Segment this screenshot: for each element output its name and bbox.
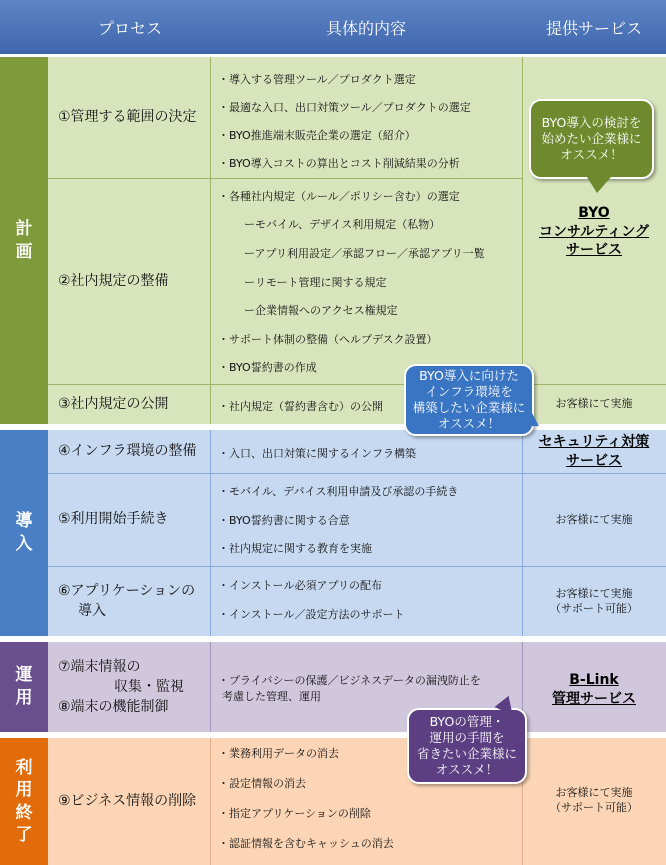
list-item: ・インストール／設定方法のサポート: [218, 608, 405, 621]
list-item: ・最適な入口、出口対策ツール／プロダクトの選定: [218, 101, 471, 114]
header-process: プロセス: [97, 18, 162, 38]
process-infra: ④インフラ環境の整備: [58, 443, 197, 460]
process-publish: ③社内規定の公開: [58, 395, 169, 412]
list-item: ーリモート管理に関する規定: [244, 276, 387, 289]
list-item: ・社内規定に関する教育を実施: [218, 542, 372, 555]
service-publish: お客様にて実施: [555, 397, 633, 411]
phase-intro: 導 入: [0, 430, 48, 636]
consulting-service[interactable]: BYO コンサルティング サービス: [539, 204, 649, 259]
details-apps: [210, 566, 522, 636]
list-item: ・各種社内規定（ルール／ポリシー含む）の選定: [218, 190, 460, 203]
details-rules: [210, 178, 522, 384]
process-rules: ②社内規定の整備: [58, 272, 169, 289]
list-item: ーアプリ利用設定／承認フロー／承認アプリ一覧: [244, 247, 485, 260]
phase-end: 利 用 終 了: [0, 738, 48, 865]
callout-consulting: BYO導入の検討を 始めたい企業様に オススメ！: [529, 99, 654, 179]
list-item: ・認証情報を含むキャッシュの消去: [218, 837, 394, 850]
list-item: ・入口、出口対策に関するインフラ構築: [218, 447, 416, 460]
callout-security: BYO導入に向けた インフラ環境を 構築したい企業様に オススメ！: [404, 364, 534, 436]
security-service[interactable]: セキュリティ対策 サービス: [538, 434, 650, 469]
list-item: ・プライバシーの保護／ビジネスデータの漏洩防止を: [218, 674, 481, 687]
phase-ops: 運 用: [0, 642, 48, 732]
header-service: 提供サービス: [545, 18, 642, 38]
process-scope: ①管理する範囲の決定: [58, 109, 197, 126]
list-item: ・導入する管理ツール／プロダクト選定: [218, 73, 416, 86]
process-start: ⑤利用開始手続き: [58, 511, 169, 528]
details-scope: [210, 57, 522, 178]
list-item: ・BYO推進端末販売企業の選定（紹介）: [218, 129, 416, 142]
blink-service[interactable]: B-Link 管理サービス: [552, 672, 636, 707]
process-ops: ⑦端末情報の 収集・監視 ⑧端末の機能制御: [58, 658, 184, 716]
details-start: [210, 473, 522, 566]
process-apps: ⑥アプリケーションの 導入: [58, 582, 196, 619]
list-item: ・BYO誓約書に関する合意: [218, 514, 350, 527]
list-item: ・サポート体制の整備（ヘルプデスク設置）: [218, 333, 438, 346]
callout-blink: BYOの管理・ 運用の手間を 省きたい企業様に オススメ！: [407, 708, 527, 784]
list-item: ・業務利用データの消去: [218, 747, 339, 760]
list-item: ・インストール必須アプリの配布: [218, 579, 383, 592]
phase-plan: 計 画: [0, 57, 48, 424]
list-item: ・BYO導入コストの算出とコスト削減結果の分析: [218, 157, 460, 170]
service-delete: お客様にて実施 （サポート可能）: [550, 785, 638, 814]
list-item: ・指定アプリケーションの削除: [218, 807, 371, 820]
service-apps: お客様にて実施 （サポート可能）: [550, 586, 638, 615]
list-item: 考慮した管理、運用: [222, 690, 321, 703]
service-start: お客様にて実施: [555, 512, 633, 526]
process-delete: ⑨ビジネス情報の削除: [58, 793, 197, 810]
list-item: ・モバイル、デバイス利用申請及び承認の手続き: [218, 485, 459, 498]
list-item: ・BYO誓約書の作成: [218, 361, 317, 374]
list-item: ーモバイル、デザイス利用規定（私物）: [244, 218, 441, 231]
details-infra: [210, 430, 522, 473]
header-details: 具体的内容: [325, 18, 406, 38]
list-item: ・社内規定（誓約書含む）の公開: [218, 400, 383, 413]
list-item: ・設定情報の消去: [218, 777, 306, 790]
list-item: ー企業情報へのアクセス権規定: [244, 304, 398, 317]
